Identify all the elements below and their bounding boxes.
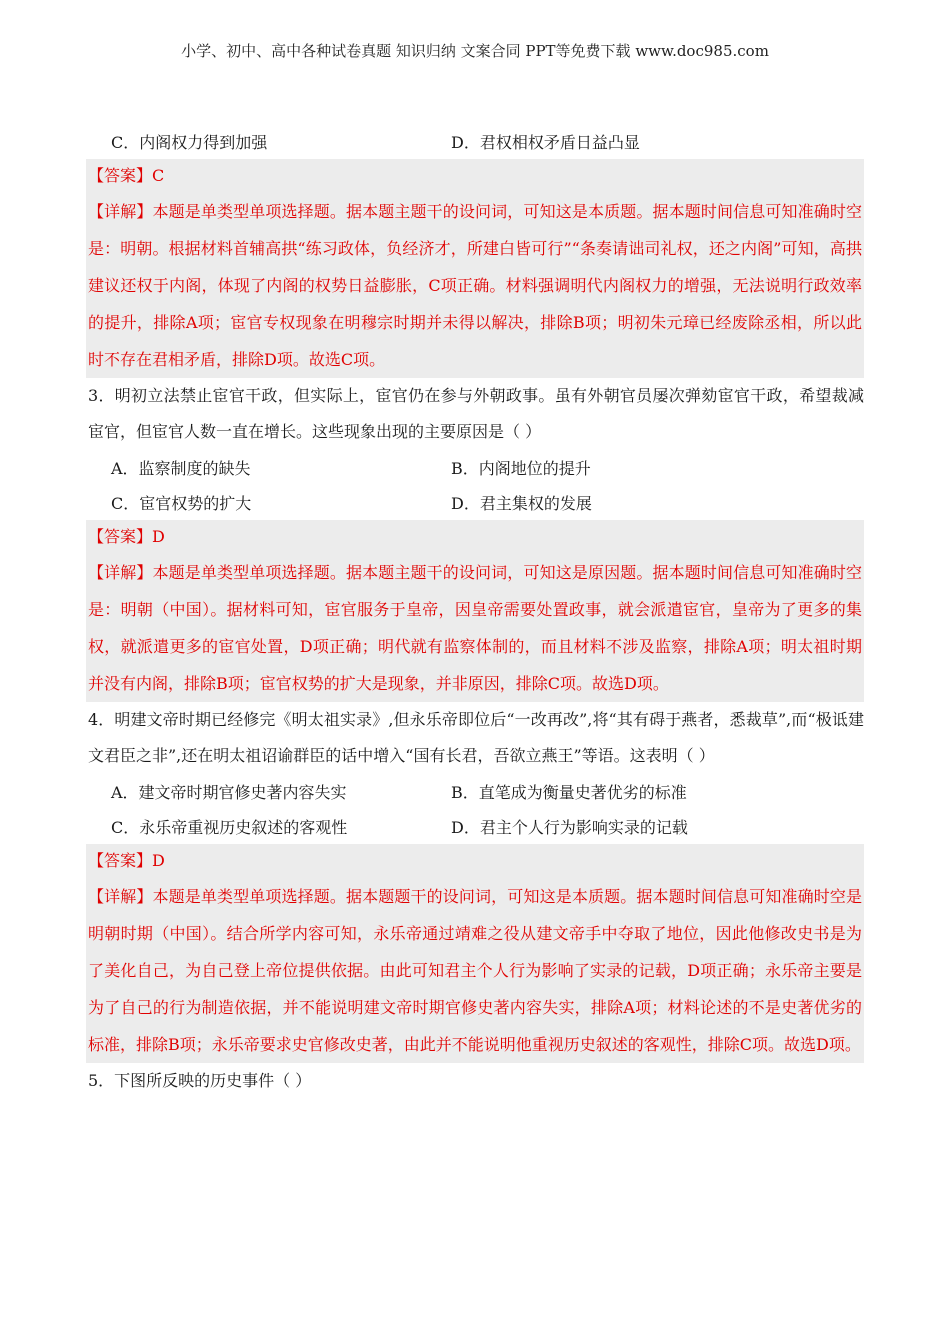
q4-option-a: A．建文帝时期官修史著内容失实 (111, 783, 347, 802)
q3-option-c: C．宦官权势的扩大 (111, 494, 252, 513)
q3-answer-block (86, 520, 864, 702)
q4-option-b: B．直笔成为衡量史著优劣的标准 (451, 783, 687, 802)
q2-option-d: D．君权相权矛盾日益凸显 (451, 133, 640, 152)
q3-options-row-1 (86, 450, 864, 485)
q4-detail: 【详解】本题是单类型单项选择题。据本题题干的设问词，可知这是本质题。据本题时间信息可知准确时空是明朝时期（中国）。结合所学内容可知，永乐帝通过靖难之役从建文帝手中夺取了地位，因此他修改史书是为了美化自己，为自己登上帝位提供依据。由此可知君主个人行为影响了实录的记载，D项正确；永乐帝主要是为了自己的行为制造依据，并不能说明建文帝时期官修史著内容失实，排除A项；材料论述的不是史著优劣的标准，排除B项；永乐帝要求史官修改史著，由此并不能说明他重视历史叙述的客观性，排除C项。故选D项。 (88, 887, 862, 1054)
q4-option-d: D．君主个人行为影响实录的记载 (451, 818, 688, 837)
q3-option-a: A．监察制度的缺失 (111, 459, 251, 478)
q4-stem: 4．明建文帝时期已经修完《明太祖实录》,但永乐帝即位后“一改再改”,将“其有碍于燕者，悉裁草”,而“极诋建文君臣之非”,还在明太祖诏谕群臣的话中增入“国有长君，吾欲立燕王”等语。这表明（ ） (88, 710, 864, 765)
q4-options-row-2 (86, 809, 864, 844)
q4-answer-block (86, 844, 864, 1063)
q3-option-b: B．内阁地位的提升 (451, 459, 591, 478)
q4-options-row-1 (86, 774, 864, 809)
q3-stem: 3．明初立法禁止宦官干政，但实际上，宦官仍在参与外朝政事。虽有外朝官员屡次弹劾宦官干政，希望裁减宦官，但宦官人数一直在增长。这些现象出现的主要原因是（ ） (88, 386, 864, 441)
q3-detail: 【详解】本题是单类型单项选择题。据本题主题干的设问词，可知这是原因题。据本题时间信息可知准确时空是：明朝（中国）。据材料可知，宦官服务于皇帝，因皇帝需要处置政事，就会派遣宦官，皇帝为了更多的集权，就派遣更多的宦官处置，D项正确；明代就有监察体制的，而且材料不涉及监察，排除A项；明太祖时期并没有内阁，排除B项；宦官权势的扩大是现象，并非原因，排除C项。故选D项。 (88, 563, 862, 693)
q4-answer: 【答案】D (88, 851, 165, 870)
q3-answer: 【答案】D (88, 527, 165, 546)
q3-option-d: D．君主集权的发展 (451, 494, 592, 513)
q3-options-row-2 (86, 485, 864, 520)
q2-answer-block (86, 159, 864, 378)
q2-option-c: C．内阁权力得到加强 (111, 133, 268, 152)
q4-option-c: C．永乐帝重视历史叙述的客观性 (111, 818, 348, 837)
q2-detail: 【详解】本题是单类型单项选择题。据本题主题干的设问词，可知这是本质题。据本题时间信息可知准确时空是：明朝。根据材料首辅高拱“练习政体，负经济才，所建白皆可行”“条奏请诎司礼权，还之内阁”可知，高拱建议还权于内阁，体现了内阁的权势日益膨胀，C项正确。材料强调明代内阁权力的增强，无法说明行政效率的提升，排除A项；宦官专权现象在明穆宗时期并未得以解决，排除B项；明初朱元璋已经废除丞相，所以此时不存在君相矛盾，排除D项。故选C项。 (88, 202, 862, 369)
document-body (86, 124, 864, 1099)
q2-answer: 【答案】C (88, 166, 165, 185)
page-header: 小学、初中、高中各种试卷真题 知识归纳 文案合同 PPT等免费下载 www.doc985.com (181, 42, 769, 60)
q2-options-row (86, 124, 864, 159)
q5-stem: 5．下图所反映的历史事件（ ） (88, 1071, 312, 1090)
